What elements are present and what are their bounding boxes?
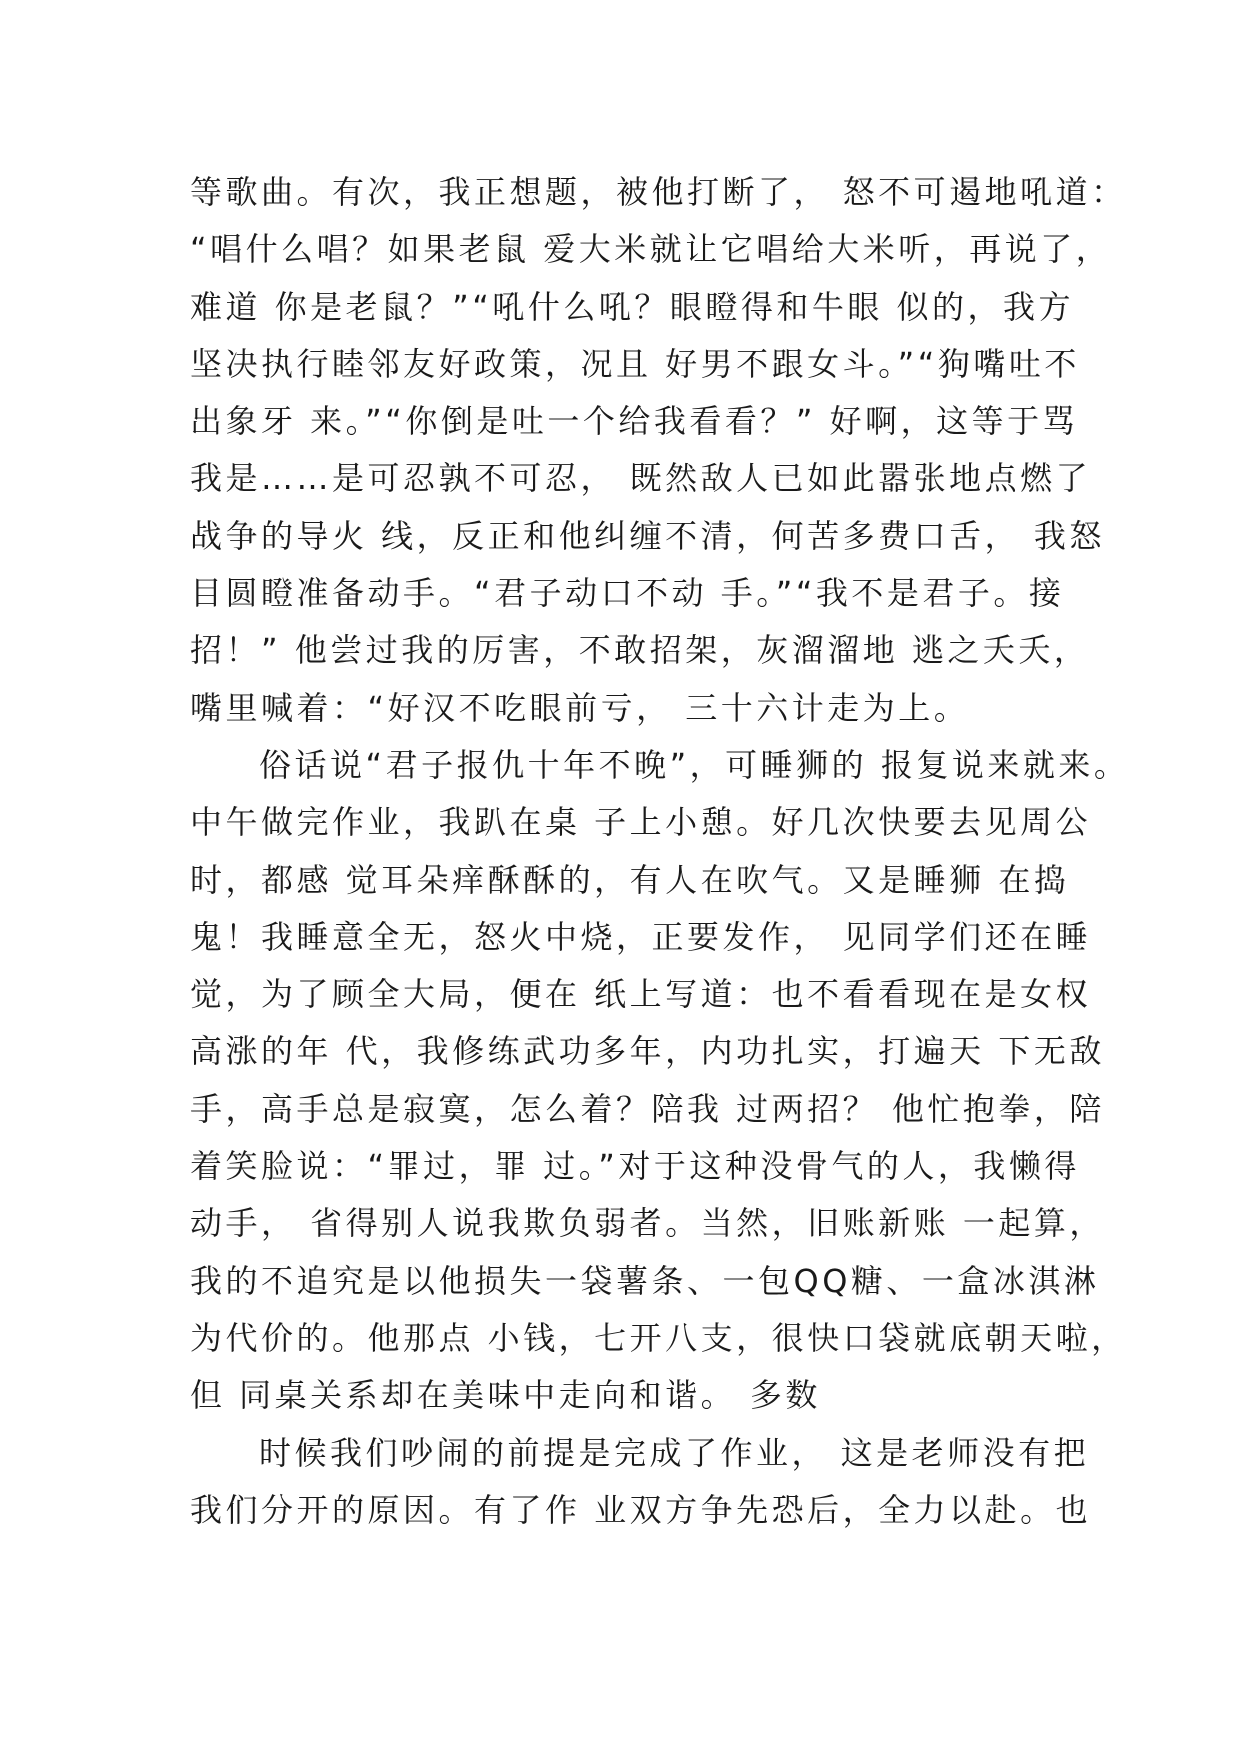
text-line: 战争的导火 线，反正和他纠缠不清，何苦多费口舌， 我怒 xyxy=(190,516,1105,555)
text-line: 为代价的。他那点 小钱，七开八支，很快口袋就底朝天啦， xyxy=(190,1318,1127,1357)
text-line: 时，都感 觉耳朵痒酥酥的，有人在吹气。又是睡狮 在捣 xyxy=(190,860,1070,899)
text-line: 嘴里喊着：“好汉不吃眼前亏， 三十六计走为上。 xyxy=(190,688,970,727)
text-line: 手，高手总是寂寞，怎么着？陪我 过两招？ 他忙抱拳，陪 xyxy=(190,1089,1105,1128)
text-line: 中午做完作业，我趴在桌 子上小憩。好几次快要去见周公 xyxy=(190,803,1092,842)
text-line: 觉，为了顾全大局，便在 纸上写道：也不看看现在是女权 xyxy=(190,975,1092,1014)
text-line: 鬼！我睡意全无，怒火中烧，正要发作， 见同学们还在睡 xyxy=(190,917,1092,956)
text-line: 高涨的年 代，我修练武功多年，内功扎实，打遍天 下无敌 xyxy=(190,1032,1105,1071)
text-line: 出象牙 来。”“你倒是吐一个给我看看？” 好啊，这等于骂 xyxy=(190,402,1079,441)
text-line: 但 同桌关系却在美味中走向和谐。 多数 xyxy=(190,1376,821,1415)
text-line: 着笑脸说：“罪过，罪 过。”对于这种没骨气的人，我懒得 xyxy=(190,1147,1080,1186)
text-line: 难道 你是老鼠？”“吼什么吼？眼瞪得和牛眼 似的，我方 xyxy=(190,287,1075,326)
text-line: 坚决执行睦邻友好政策，况且 好男不跟女斗。”“狗嘴吐不 xyxy=(190,344,1080,383)
paragraph-start-line: 时候我们吵闹的前提是完成了作业， 这是老师没有把 xyxy=(259,1433,1090,1472)
text-line: 动手， 省得别人说我欺负弱者。当然，旧账新账 一起算， xyxy=(190,1204,1105,1243)
text-line: 我是……是可忍孰不可忍， 既然敌人已如此嚣张地点燃了 xyxy=(190,459,1092,498)
text-line: 我的不追究是以他损失一袋薯条、一包QQ糖、一盒冰淇淋 xyxy=(190,1261,1100,1300)
document-body xyxy=(190,164,1130,1539)
paragraph-start-line: 俗话说“君子报仇十年不晚”，可睡狮的 报复说来就来。 xyxy=(259,745,1130,784)
text-line: 等歌曲。有次，我正想题，被他打断了， 怒不可遏地吼道： xyxy=(190,173,1127,211)
text-line: 我们分开的原因。有了作 业双方争先恐后，全力以赴。也 xyxy=(190,1490,1092,1529)
text-line: “唱什么唱？如果老鼠 爱大米就让它唱给大米听，再说了， xyxy=(190,230,1112,269)
text-line: 目圆瞪准备动手。“君子动口不动 手。”“我不是君子。接 xyxy=(190,574,1065,613)
text-line: 招！” 他尝过我的厉害，不敢招架，灰溜溜地 逃之夭夭， xyxy=(190,631,1090,670)
